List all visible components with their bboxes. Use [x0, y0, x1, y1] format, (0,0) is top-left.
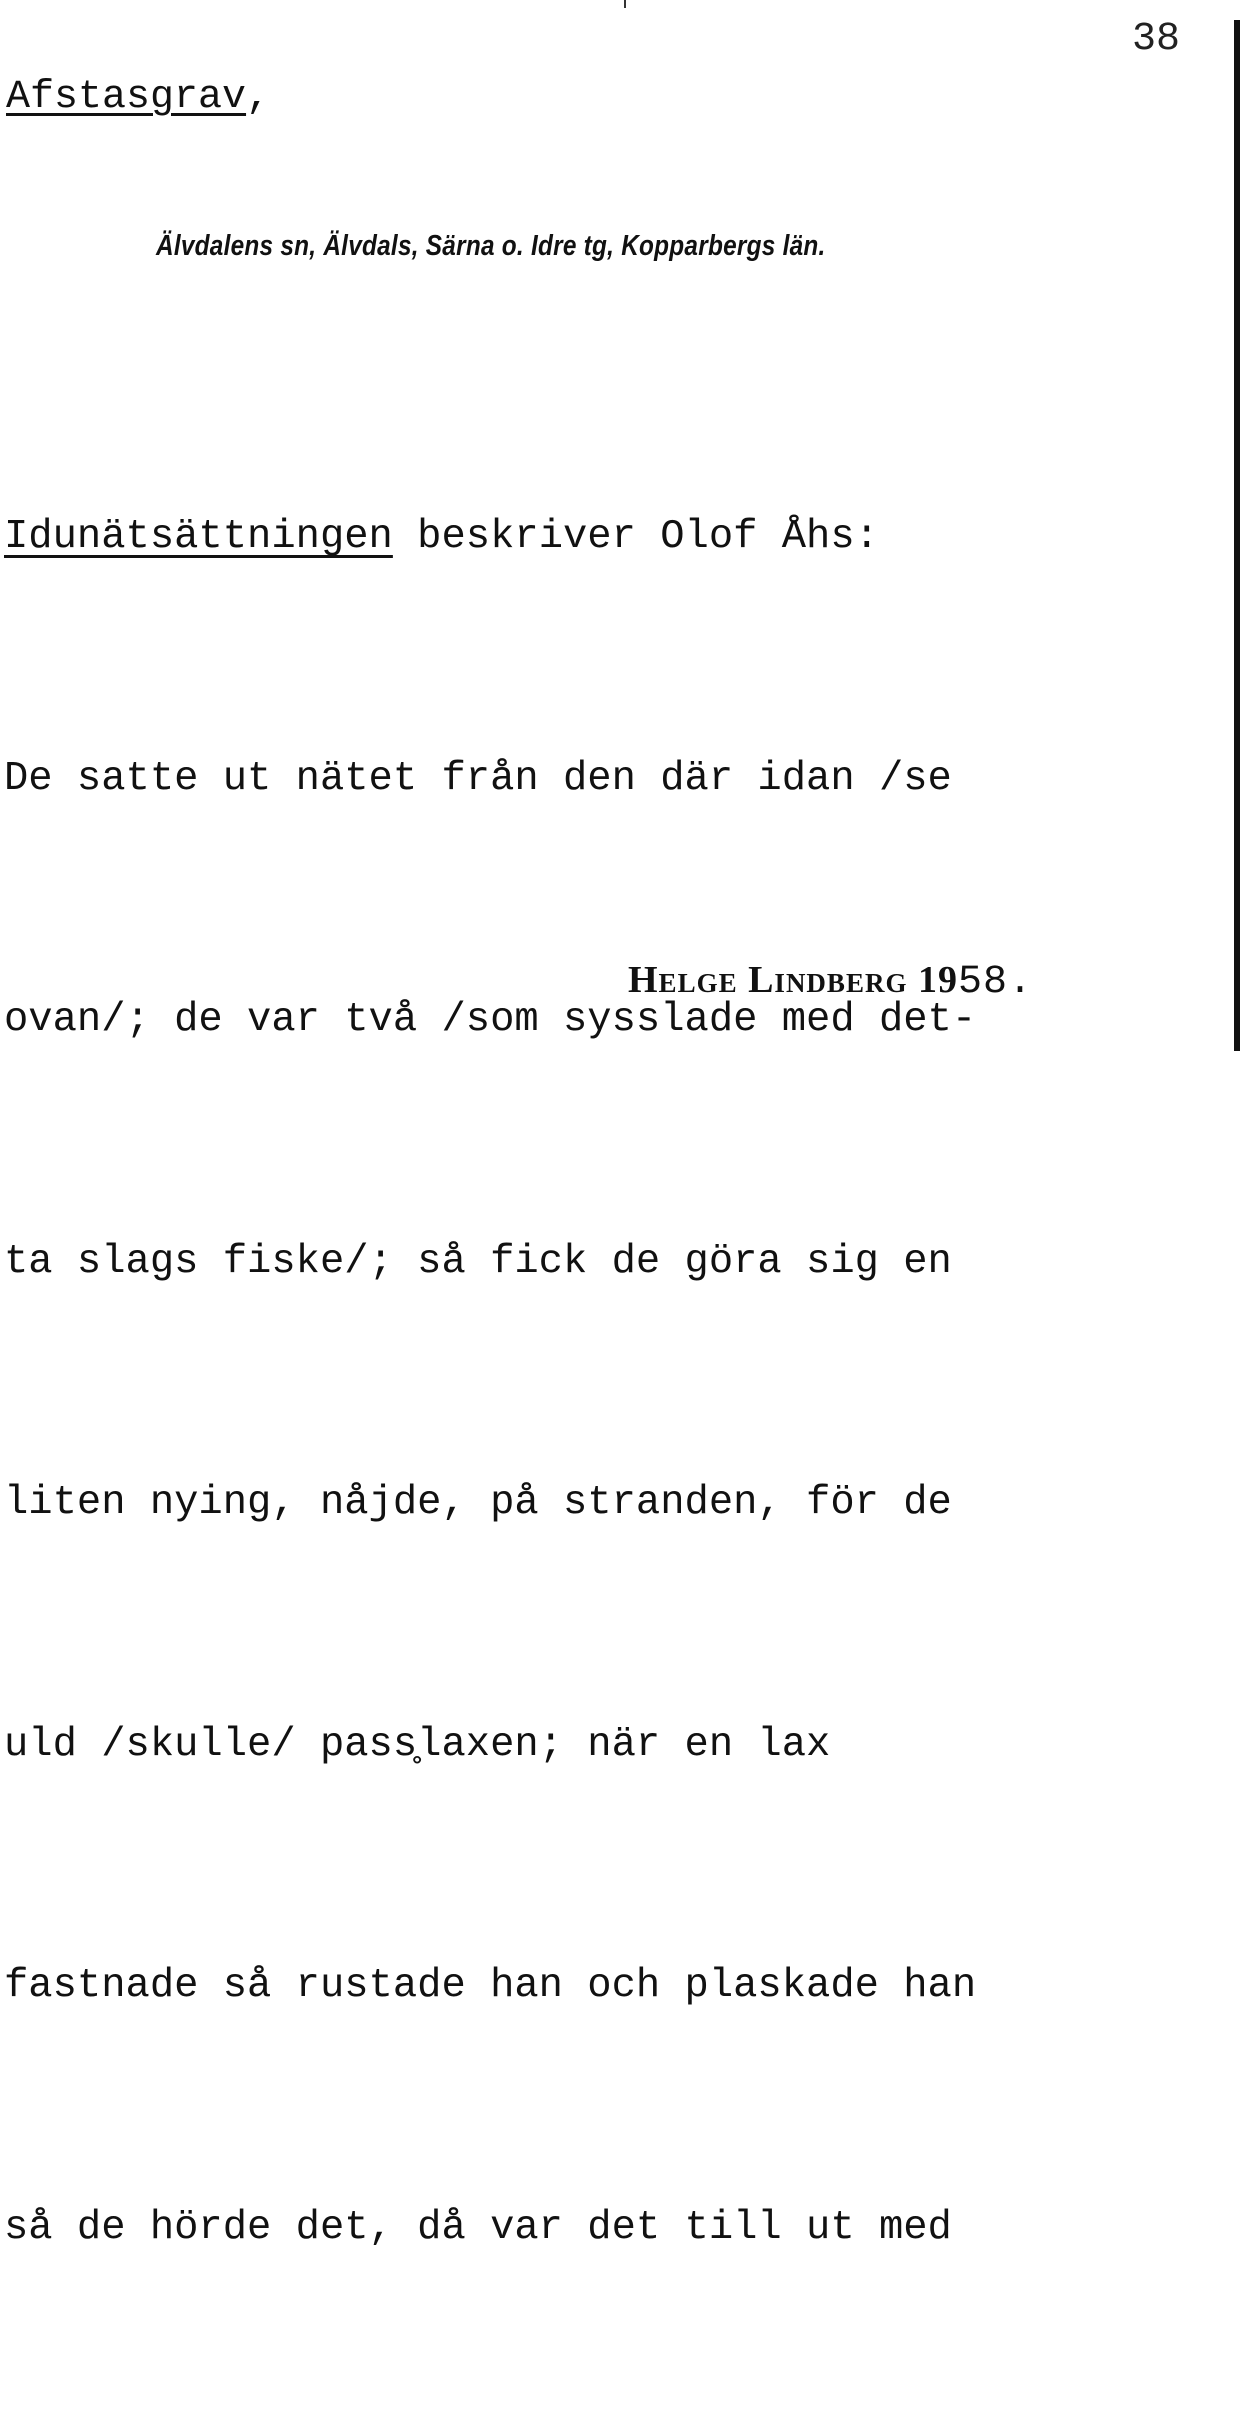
card-heading	[6, 74, 270, 122]
collector-name: Helge Lindberg	[628, 959, 908, 1001]
body-line-1	[4, 497, 976, 578]
heading-punctuation: ,	[246, 75, 271, 120]
collector-signature	[628, 956, 1033, 1007]
right-margin-rule	[1234, 20, 1240, 1051]
year-prefix: 19	[917, 959, 958, 1001]
topic-keyword: Idunätsättningen	[4, 514, 393, 560]
body-line-8: så de hörde det, då var det till ut med	[4, 2204, 952, 2251]
heading-title: Afstasgrav	[6, 75, 247, 120]
location-line: Älvdalens sn, Älvdals, Särna o. Idre tg, Kopparbergs län.	[156, 230, 826, 262]
body-line-5: liten nying, nåjde, på stranden, för de	[4, 1480, 952, 1526]
body-line-3: ovan/; de var två /som sysslade med det-	[4, 997, 977, 1043]
body-line-7: fastnade så rustade han och plaskade han	[4, 1963, 977, 2009]
year-suffix: 58.	[957, 960, 1033, 1005]
top-edge-mark	[624, 0, 626, 8]
informant-text: beskriver Olof Åhs:	[392, 514, 879, 560]
body-text	[4, 336, 976, 2429]
body-line-4: ta slags fiske/; så fick de göra sig en	[4, 1238, 952, 1285]
page-number: 38	[1132, 17, 1181, 62]
body-line-6: uld /skulle/ pass̥laxen; när en lax	[4, 1721, 831, 1768]
body-line-2: De satte ut nätet från den där idan /se	[4, 755, 952, 802]
